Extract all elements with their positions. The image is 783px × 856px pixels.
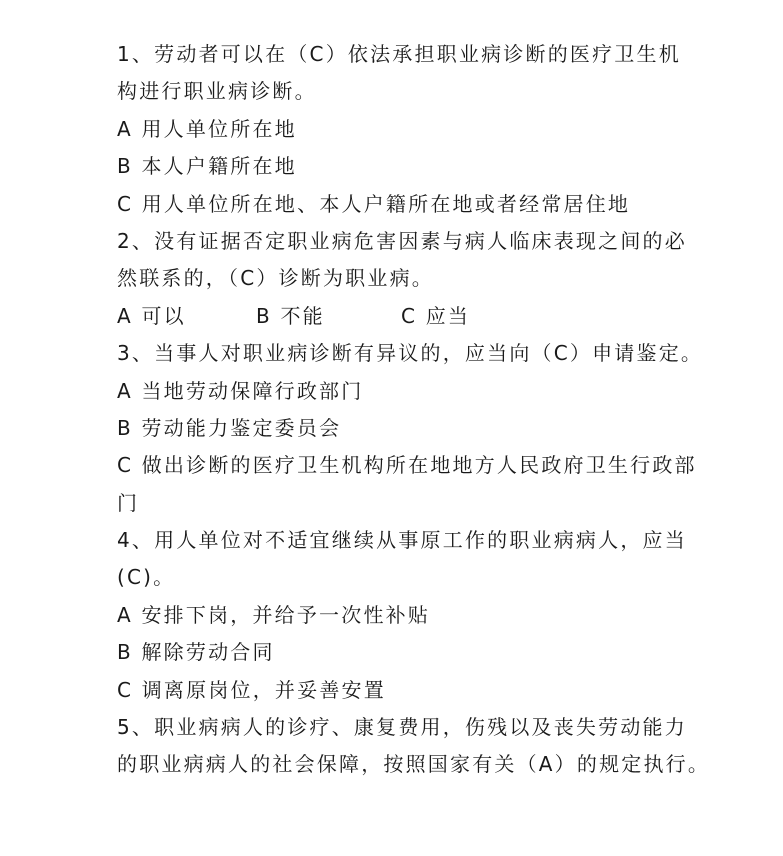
question-4-text-cont: (C)。 (117, 565, 176, 590)
question-1-option-a: A 用人单位所在地 (117, 116, 297, 141)
document-body (117, 36, 711, 784)
question-1-text: 1、劳动者可以在（C）依法承担职业病诊断的医疗卫生机 (117, 42, 681, 66)
question-3-text: 3、当事人对职业病诊断有异议的，应当向（C）申请鉴定。 (117, 341, 704, 366)
question-1-option-c: C 用人单位所在地、本人户籍所在地或者经常居住地 (117, 191, 631, 216)
question-2-option-c: C 应当 (401, 303, 471, 328)
question-4-option-b: B 解除劳动合同 (117, 640, 275, 665)
question-2-text: 2、没有证据否定职业病危害因素与病人临床表现之间的必 (117, 228, 687, 253)
question-1-option-b: B 本人户籍所在地 (117, 154, 297, 179)
question-3-option-c: C 做出诊断的医疗卫生机构所在地地方人民政府卫生行政部 (117, 453, 697, 478)
question-1-text-cont: 构进行职业病诊断。 (117, 79, 317, 104)
question-5-text: 5、职业病病人的诊疗、康复费用，伤残以及丧失劳动能力 (117, 715, 687, 740)
question-3-option-c-cont: 门 (117, 490, 140, 515)
question-5-text-cont: 的职业病病人的社会保障，按照国家有关（A）的规定执行。 (117, 752, 711, 777)
question-3-option-b: B 劳动能力鉴定委员会 (117, 415, 342, 440)
question-2-options (117, 298, 697, 335)
question-4-option-c: C 调离原岗位，并妥善安置 (117, 677, 386, 702)
question-3-option-a: A 当地劳动保障行政部门 (117, 378, 364, 403)
question-4-text: 4、用人单位对不适宜继续从事原工作的职业病病人，应当 (117, 528, 687, 553)
question-2-option-b: B 不能 (256, 303, 325, 328)
question-2-text-cont: 然联系的，（C）诊断为职业病。 (117, 266, 434, 291)
question-4-option-a: A 安排下岗，并给予一次性补贴 (117, 602, 431, 627)
question-2-option-a: A 可以 (117, 303, 186, 328)
